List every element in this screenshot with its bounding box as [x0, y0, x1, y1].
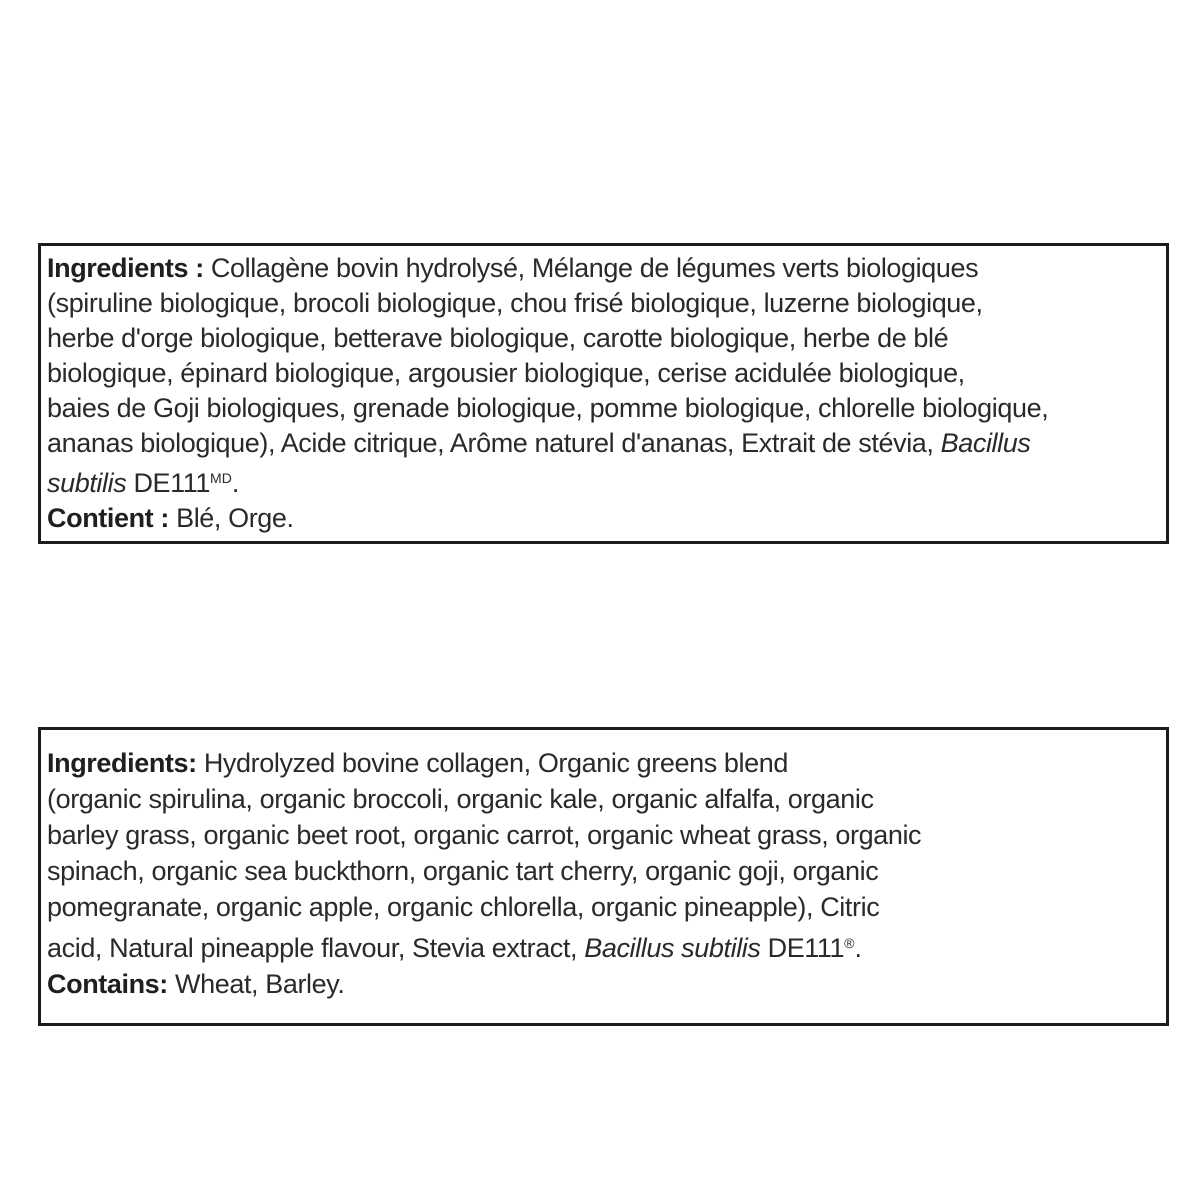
- ingredient-line: [47, 889, 1160, 925]
- ingredient-line: [47, 745, 1160, 781]
- ingredient-text: barley grass, organic beet root, organic carrot, organic wheat grass, organic: [47, 820, 922, 850]
- ingredient-text: biologique, épinard biologique, argousier biologique, cerise acidulée biologique,: [47, 358, 965, 388]
- strain-code: DE111: [126, 468, 210, 498]
- allergen-text: Wheat, Barley.: [167, 969, 345, 999]
- contains-label-en: Contains:: [47, 969, 168, 999]
- ingredients-label-fr: Ingredients :: [47, 253, 204, 283]
- ingredient-text: (spiruline biologique, brocoli biologique, chou frisé biologique, luzerne biologique,: [47, 288, 983, 318]
- ingredient-text: ananas biologique), Acide citrique, Arôme naturel d'ananas, Extrait de stévia,: [47, 428, 941, 458]
- ingredient-line: [47, 501, 1160, 536]
- ingredient-text: pomegranate, organic apple, organic chlorella, organic pineapple), Citric: [47, 892, 880, 922]
- ingredient-text: acid, Natural pineapple flavour, Stevia extract,: [47, 933, 585, 963]
- ingredient-text: Hydrolyzed bovine collagen, Organic greens blend: [196, 748, 788, 778]
- ingredient-line: [47, 966, 1160, 1002]
- contains-label-fr: Contient :: [47, 503, 169, 533]
- ingredient-line: [47, 356, 1160, 391]
- strain-code: DE111: [760, 933, 845, 963]
- species-name: Bacillus: [940, 428, 1031, 458]
- ingredient-text: Collagène bovin hydrolysé, Mélange de légumes verts biologiques: [203, 253, 979, 283]
- ingredient-text: (organic spirulina, organic broccoli, organic kale, organic alfalfa, organic: [47, 784, 874, 814]
- registered-trademark-mark: ®: [844, 935, 855, 951]
- ingredient-line: [47, 426, 1160, 461]
- ingredient-line: [47, 781, 1160, 817]
- species-name: Bacillus subtilis: [584, 933, 761, 963]
- ingredients-label-en: Ingredients:: [47, 748, 197, 778]
- ingredient-text: .: [854, 933, 862, 963]
- trademark-mark-md: MD: [210, 470, 232, 486]
- ingredient-line: [47, 286, 1160, 321]
- ingredient-text: baies de Goji biologiques, grenade biologique, pomme biologique, chlorelle biologique,: [47, 393, 1049, 423]
- ingredient-text: spinach, organic sea buckthorn, organic tart cherry, organic goji, organic: [47, 856, 879, 886]
- ingredient-line: [47, 925, 1160, 966]
- ingredient-line: [47, 817, 1160, 853]
- french-ingredients-panel: [38, 243, 1169, 544]
- ingredient-text: .: [231, 468, 239, 498]
- english-ingredients-panel: [38, 727, 1169, 1026]
- ingredient-line: [47, 461, 1160, 501]
- ingredient-line: [47, 251, 1160, 286]
- ingredient-line: [47, 321, 1160, 356]
- species-name: subtilis: [47, 468, 127, 498]
- allergen-text: Blé, Orge.: [168, 503, 294, 533]
- ingredient-text: herbe d'orge biologique, betterave biologique, carotte biologique, herbe de blé: [47, 323, 949, 353]
- ingredient-line: [47, 853, 1160, 889]
- ingredient-line: [47, 391, 1160, 426]
